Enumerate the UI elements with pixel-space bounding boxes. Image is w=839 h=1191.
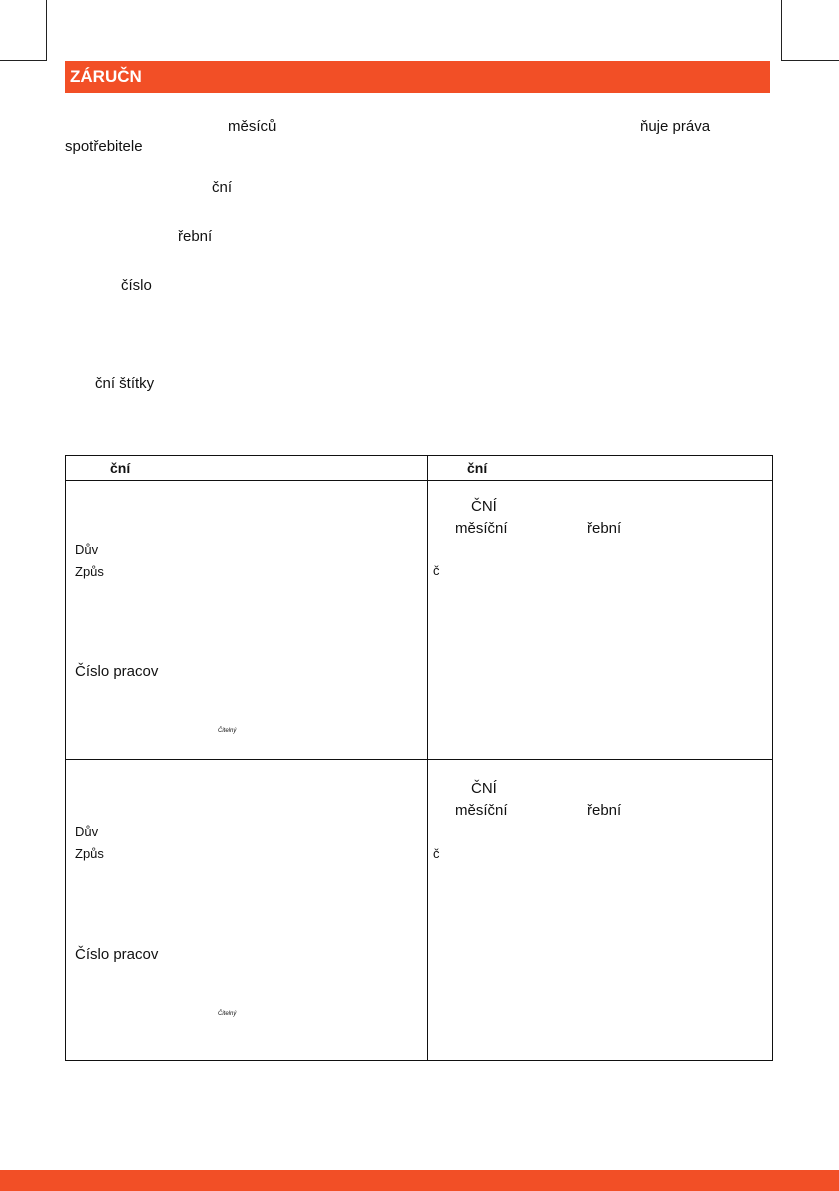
footer-accent-bar <box>0 1170 839 1191</box>
text-nuje-prava: ňuje práva <box>640 118 711 135</box>
row1-c: č <box>433 563 440 578</box>
row1-duv: Dův <box>75 542 99 557</box>
row2-cislo-pracov: Číslo pracov <box>75 946 159 963</box>
row1-citelny: Čitelný <box>218 728 237 734</box>
row2-duv: Dův <box>75 824 99 839</box>
row2-cni-caps: ČNÍ <box>471 780 497 797</box>
warranty-table <box>65 455 773 1061</box>
text-cislo: číslo <box>121 277 152 294</box>
text-mesicu: měsíců <box>228 118 277 135</box>
row1-cislo-pracov: Číslo pracov <box>75 663 159 680</box>
row1-zpus: Způs <box>75 564 104 579</box>
row2-rebni: řební <box>587 802 622 819</box>
crop-mark-left <box>0 0 47 61</box>
text-cni-stitky: ční štítky <box>95 375 155 392</box>
row1-mesicni: měsíční <box>455 520 508 537</box>
section-title: ZÁRUČN <box>65 61 770 93</box>
row2-zpus: Způs <box>75 846 104 861</box>
table-row-divider <box>65 759 773 760</box>
table-header-divider <box>65 480 773 481</box>
row1-rebni: řební <box>587 520 622 537</box>
text-cni: ční <box>212 179 233 196</box>
text-spotrebitele: spotřebitele <box>65 138 143 155</box>
text-rebni: řební <box>178 228 213 245</box>
row2-mesicni: měsíční <box>455 802 508 819</box>
table-header-left: ční <box>110 460 131 476</box>
row2-citelny: Čitelný <box>218 1011 237 1017</box>
table-header-right: ční <box>467 460 488 476</box>
row2-c: č <box>433 846 440 861</box>
row1-cni-caps: ČNÍ <box>471 498 497 515</box>
crop-mark-right <box>781 0 839 61</box>
table-column-divider <box>427 455 428 1061</box>
